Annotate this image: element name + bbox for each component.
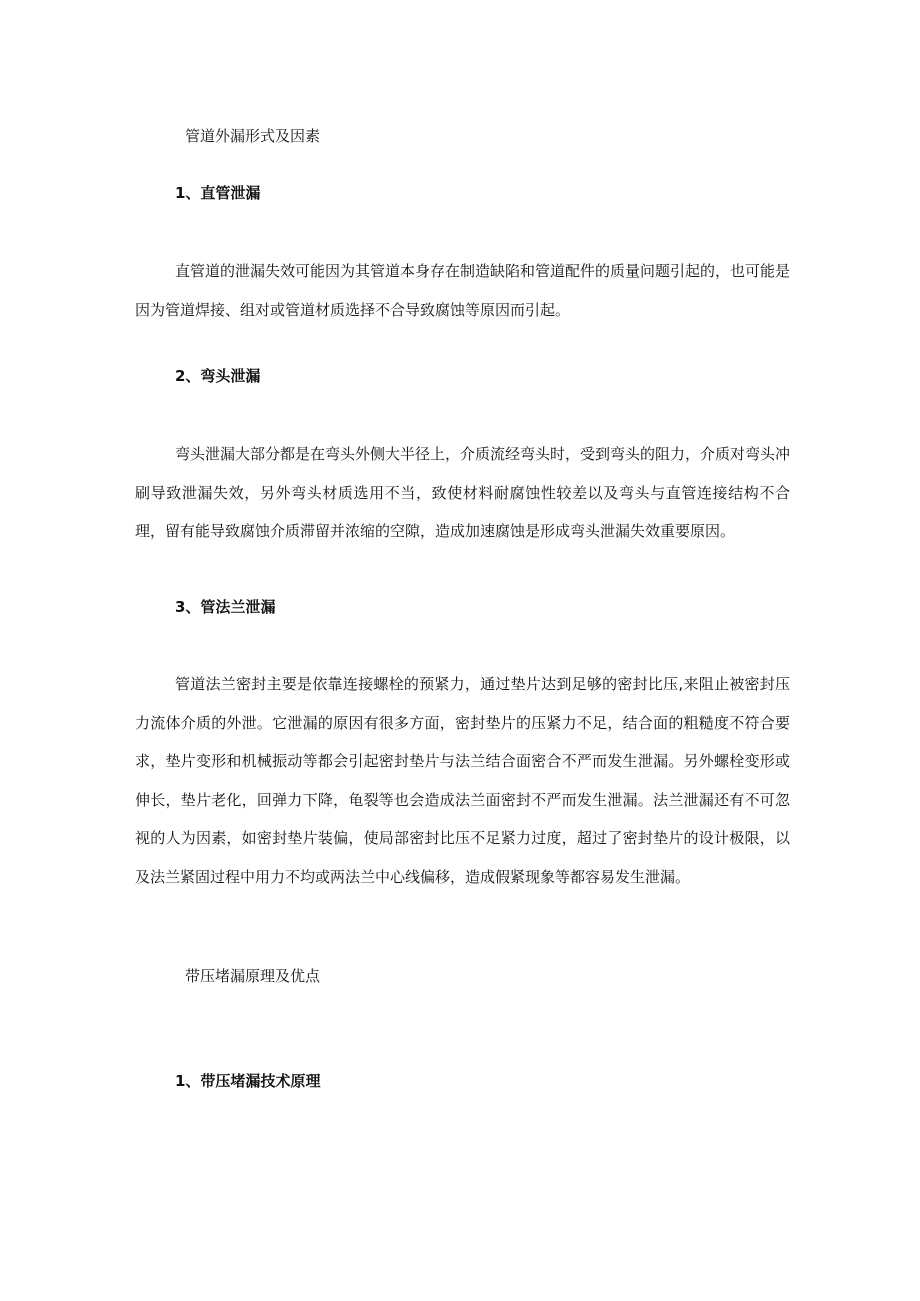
- heading-pressure-sealing-principle: 1、带压堵漏技术原理: [175, 1072, 321, 1090]
- heading-elbow-leak: 2、弯头泄漏: [175, 367, 261, 385]
- paragraph-flange-leak: 管道法兰密封主要是依靠连接螺栓的预紧力，通过垫片达到足够的密封比压,来阻止被密封压力流体介质的外泄。它泄漏的原因有很多方面，密封垫片的压紧力不足，结合面的粗糙度不符合要求，垫片变形和机械振动等都会引起密封垫片与法兰结合面密合不严而发生泄漏。另外螺栓变形或伸长，垫片老化，回弹力下降，龟裂等也会造成法兰面密封不严而发生泄漏。法兰泄漏还有不可忽视的人为因素，如密封垫片装偏，使局部密封比压不足紧力过度，超过了密封垫片的设计极限，以及法兰紧固过程中用力不均或两法兰中心线偏移，造成假紧现象等都容易发生泄漏。: [135, 675, 790, 886]
- paragraph-elbow-leak: 弯头泄漏大部分都是在弯头外侧大半径上，介质流经弯头时，受到弯头的阻力，介质对弯头冲刷导致泄漏失效，另外弯头材质选用不当，致使材料耐腐蚀性较差以及弯头与直管连接结构不合理，留有能导致腐蚀介质滞留并浓缩的空隙，造成加速腐蚀是形成弯头泄漏失效重要原因。: [135, 445, 791, 541]
- paragraph-straight-pipe-leak: 直管道的泄漏失效可能因为其管道本身存在制造缺陷和管道配件的质量问题引起的，也可能是因为管道焊接、组对或管道材质选择不合导致腐蚀等原因而引起。: [135, 262, 791, 319]
- section-title-pressure-sealing: 带压堵漏原理及优点: [185, 967, 321, 985]
- heading-straight-pipe-leak: 1、直管泄漏: [175, 184, 261, 202]
- heading-flange-leak: 3、管法兰泄漏: [175, 598, 276, 616]
- section-title-leak-forms: 管道外漏形式及因素: [185, 127, 321, 145]
